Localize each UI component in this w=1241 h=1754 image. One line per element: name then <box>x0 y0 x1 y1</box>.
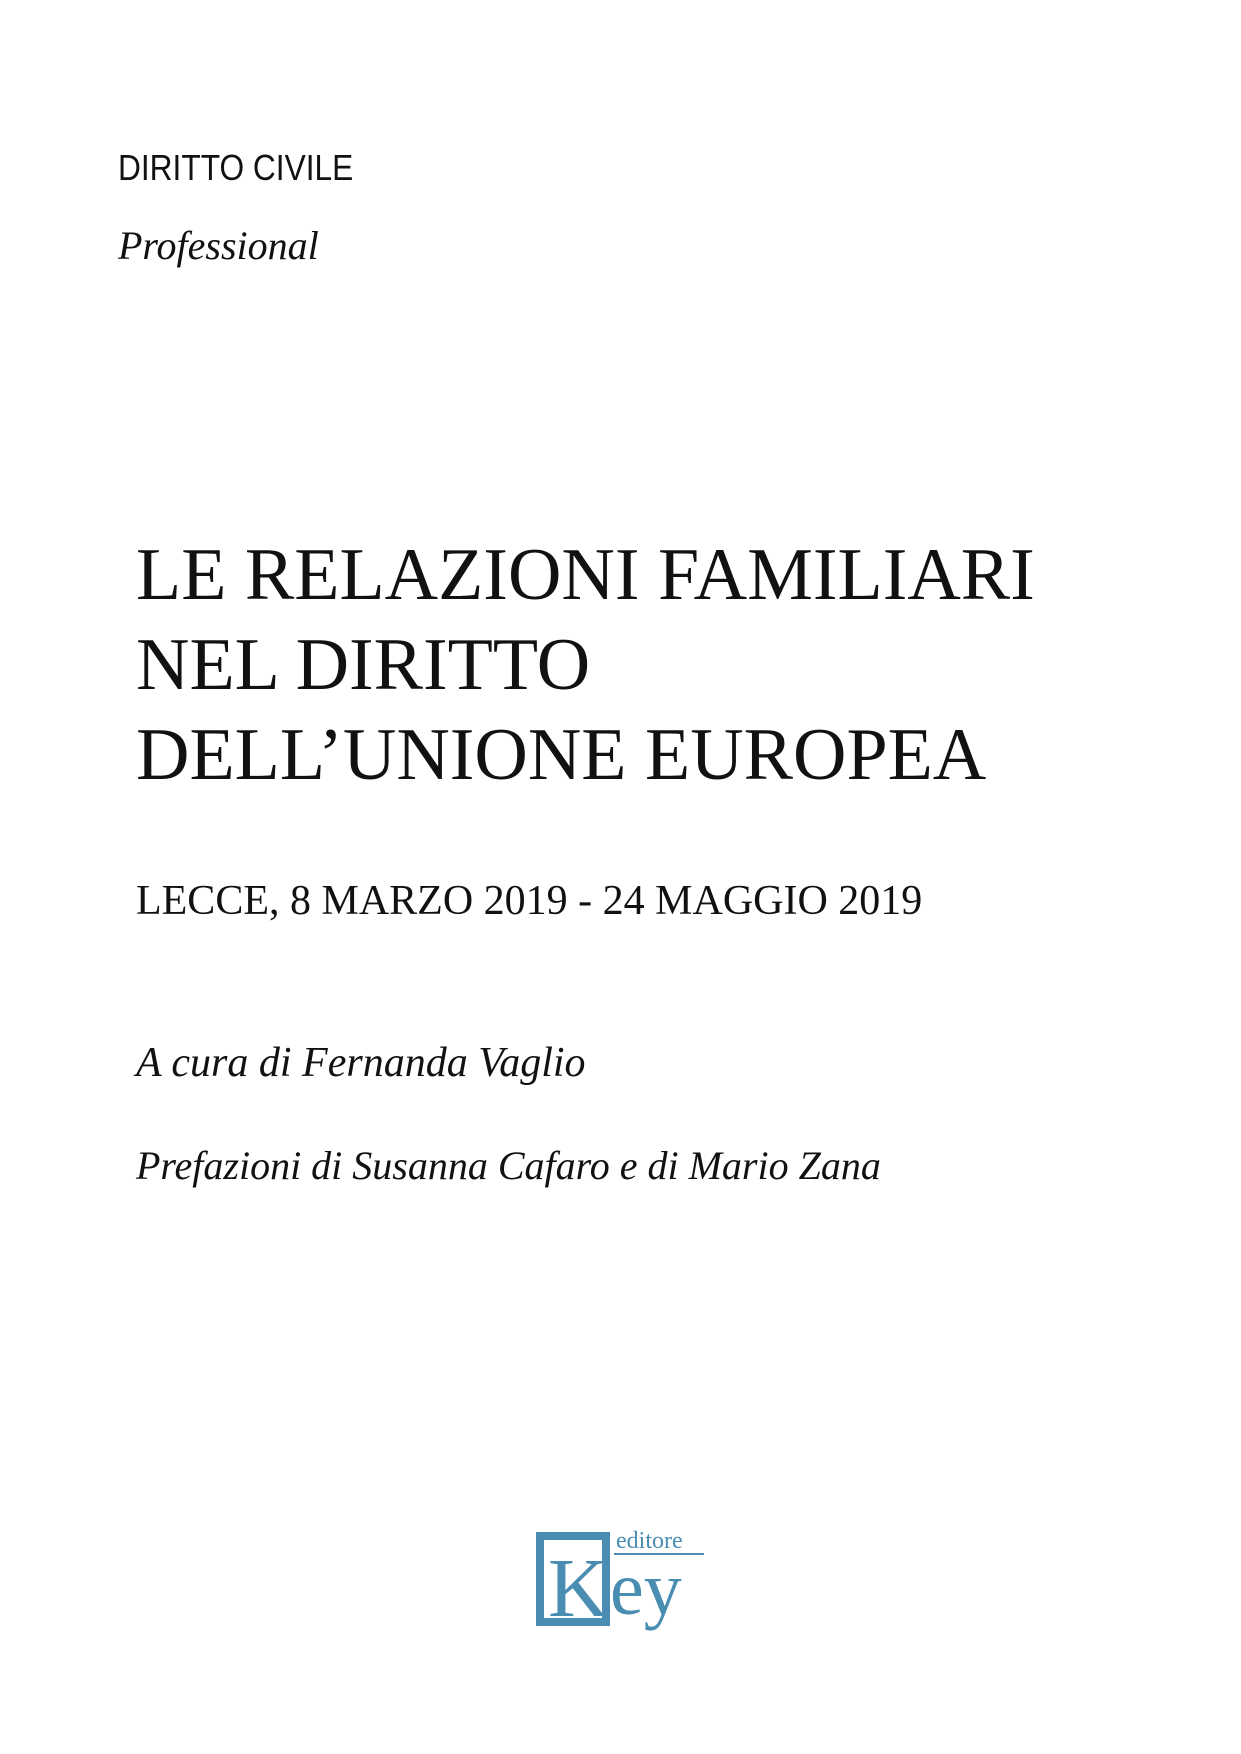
editor-credit: A cura di Fernanda Vaglio <box>136 1040 586 1086</box>
logo-editore: editore <box>616 1528 683 1554</box>
title-line-3: DELL’UNIONE EUROPEA <box>136 714 987 796</box>
book-title <box>136 530 1035 800</box>
publisher-logo <box>534 1524 706 1632</box>
title-line-2: NEL DIRITTO <box>136 624 591 706</box>
series-subtitle: Professional <box>118 223 319 268</box>
event-place-dates: LECCE, 8 MARZO 2019 - 24 MAGGIO 2019 <box>136 878 923 924</box>
logo-ey: ey <box>610 1547 682 1631</box>
series-name: DIRITTO CIVILE <box>118 147 354 188</box>
title-line-1: LE RELAZIONI FAMILIARI <box>136 534 1035 616</box>
logo-k-letter: K <box>548 1542 609 1632</box>
preface-credit: Prefazioni di Susanna Cafaro e di Mario Zana <box>136 1143 881 1188</box>
